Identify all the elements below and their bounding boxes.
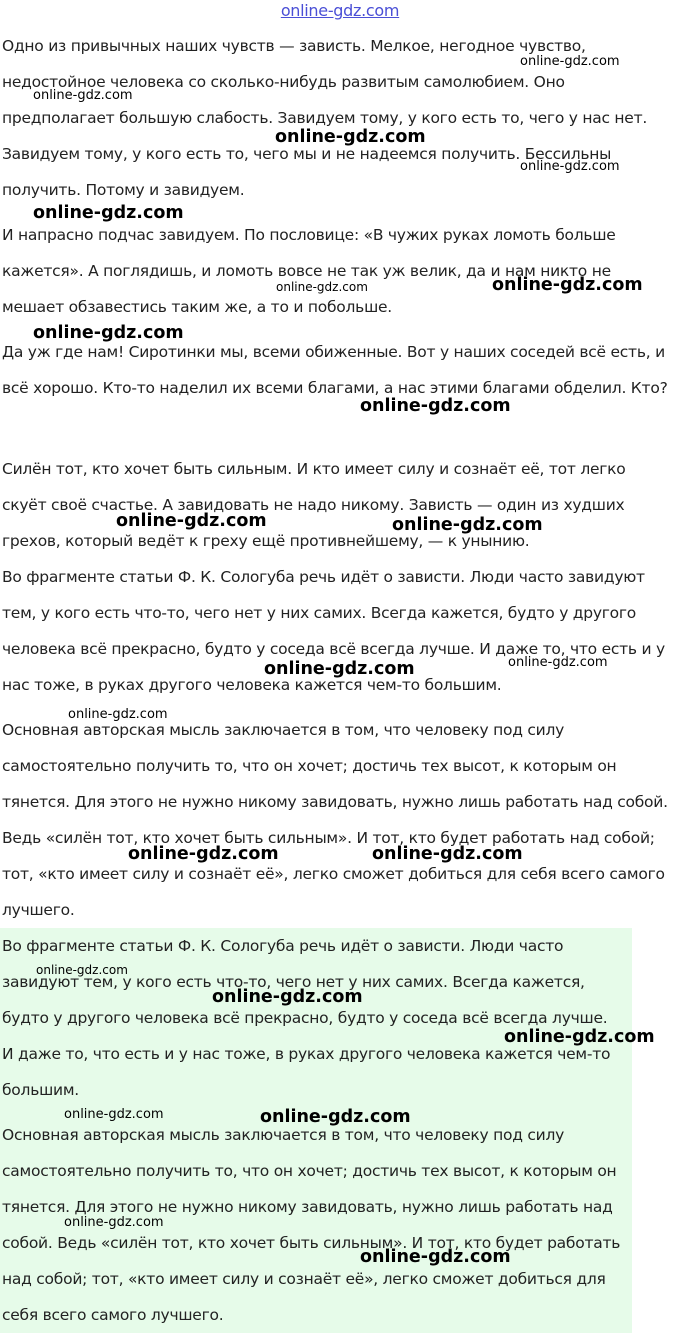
watermark: online-gdz.com (392, 515, 543, 535)
watermark: online-gdz.com (360, 396, 511, 416)
watermark: online-gdz.com (492, 275, 643, 295)
watermark: online-gdz.com (504, 1027, 655, 1047)
watermark: online-gdz.com (64, 1215, 164, 1230)
watermark: online-gdz.com (260, 1107, 411, 1127)
watermark: online-gdz.com (212, 987, 363, 1007)
watermark: online-gdz.com (33, 323, 184, 343)
watermark: online-gdz.com (360, 1247, 511, 1267)
answer-1-paragraph-2: Основная авторская мысль заключается в том, что человеку под силу самостоятельно получить то, что он хочет; достичь тех высот, к которым он тянется. Для этого не нужно никому завидовать, нужно лишь работать над собой. Ведь «силён тот, кто хочет быть сильным». И тот, кто будет работать над собой; тот, «кто имеет силу и сознаёт её», легко сможет добиться для себя всего самого лучшего. (2, 721, 668, 919)
watermark: online-gdz.com (276, 280, 368, 294)
watermark: online-gdz.com (33, 88, 133, 103)
watermark: online-gdz.com (520, 159, 620, 174)
watermark: online-gdz.com (33, 203, 184, 223)
watermark: online-gdz.com (372, 844, 523, 864)
watermark: online-gdz.com (520, 54, 620, 69)
answer-2-paragraph-1: Во фрагменте статьи Ф. К. Сологуба речь идёт о зависти. Люди часто завидуют тем, у кого есть что-то, чего нет у них самих. Всегда кажется, будто у другого человека всё прекрасно, будто у соседа всё всегда лучше. И даже то, что есть и у нас тоже, в руках другого человека кажется чем-то большим. (2, 937, 611, 1099)
watermark: online-gdz.com (128, 844, 279, 864)
text-paragraph-1: Одно из привычных наших чувств — зависть. Мелкое, негодное чувство, недостойное человека со сколько-нибудь развитым самолюбием. Оно предполагает большую слабость. Завидуем тому, у кого есть то, чего у нас нет. Завидуем тому, у кого есть то, чего мы и не надеемся получить. Бессильны получить. Потому и завидуем. (2, 37, 648, 199)
watermark: online-gdz.com (264, 659, 415, 679)
watermark: online-gdz.com (36, 963, 128, 977)
answer-1-paragraph-1: Во фрагменте статьи Ф. К. Сологуба речь идёт о зависти. Люди часто завидуют тем, у кого есть что-то, чего нет у них самих. Всегда кажется, будто у другого человека всё прекрасно, будто у соседа всё всегда лучше. И даже то, что есть и у нас тоже, в руках другого человека кажется чем-то большим. (2, 568, 665, 694)
text-paragraph-2: И напрасно подчас завидуем. По пословице: «В чужих руках ломоть больше кажется». А поглядишь, и ломоть вовсе не так уж велик, да и нам никто не мешает обзавестись таким же, а то и побольше. (2, 226, 616, 316)
text-paragraph-3: Да уж где нам! Сиротинки мы, всеми обиженные. Вот у наших соседей всё есть, и всё хорошо. Кто-то наделил их всеми благами, а нас этими благами обделил. Кто? (2, 343, 668, 397)
watermark: online-gdz.com (64, 1107, 164, 1122)
answer-2-paragraph-2: Основная авторская мысль заключается в том, что человеку под силу самостоятельно получить то, что он хочет; достичь тех высот, к которым он тянется. Для этого не нужно никому завидовать, нужно лишь работать над собой. Ведь «силён тот, кто хочет быть сильным». И тот, кто будет работать над собой; тот, «кто имеет силу и сознаёт её», легко сможет добиться для себя всего самого лучшего. (2, 1126, 621, 1324)
text-paragraph-4: Силён тот, кто хочет быть сильным. И кто имеет силу и сознаёт её, тот легко скуёт своё счастье. А завидовать не надо никому. Зависть — один из худших грехов, который ведёт к греху ещё противнейшему, — к унынию. (2, 460, 626, 550)
watermark: online-gdz.com (116, 511, 267, 531)
watermark: online-gdz.com (68, 707, 168, 722)
watermark: online-gdz.com (508, 655, 608, 670)
site-link[interactable]: online-gdz.com (280, 1, 400, 20)
watermark: online-gdz.com (275, 127, 426, 147)
